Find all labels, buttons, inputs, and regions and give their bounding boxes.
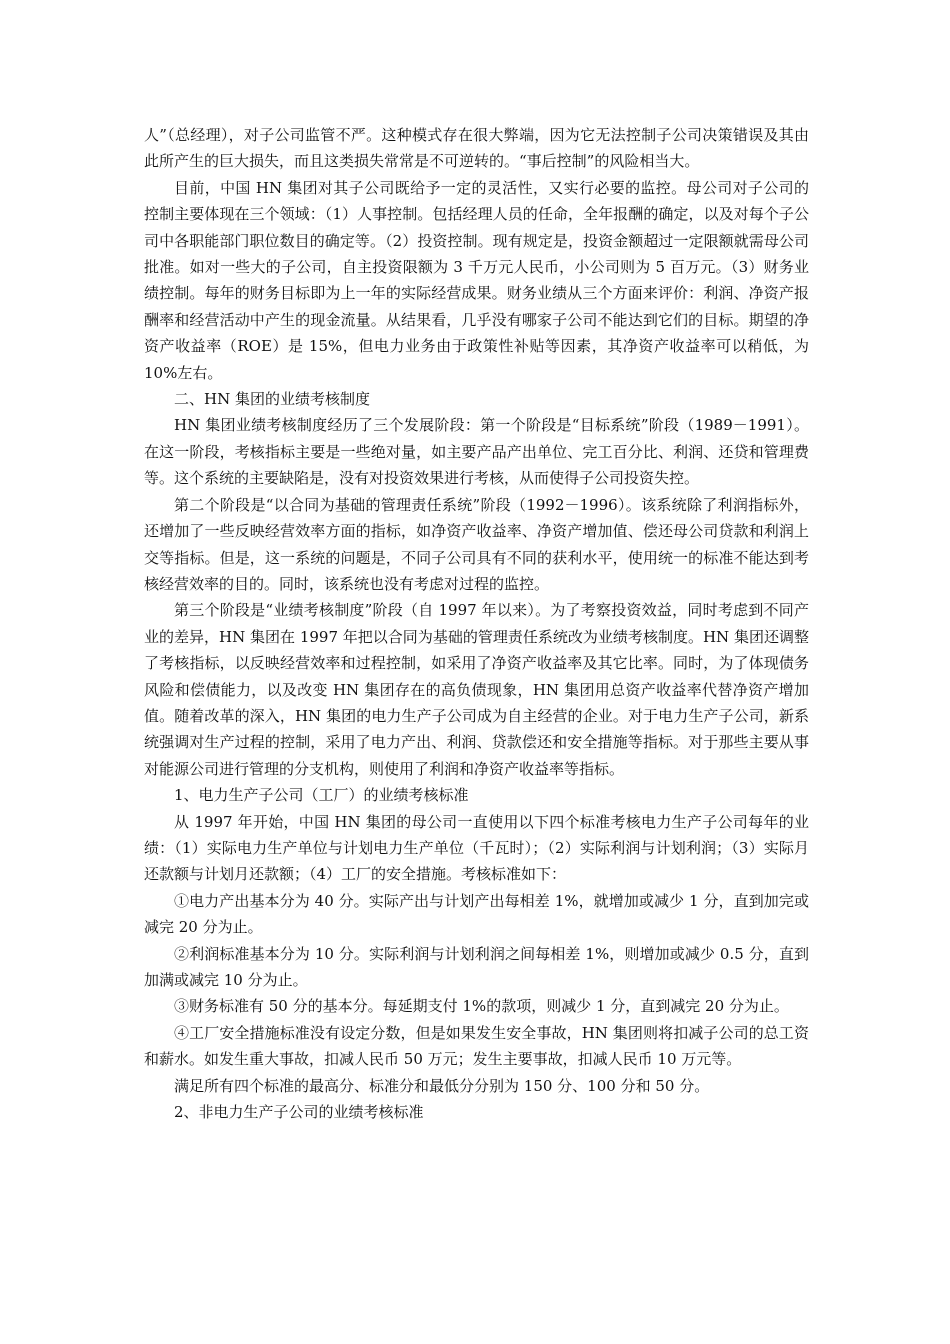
- paragraph-four-standards: 从 1997 年开始，中国 HN 集团的母公司一直使用以下四个标准考核电力生产子公司每年的业绩：（1）实际电力生产单位与计划电力生产单位（千瓦时）；（2）实际利润与计划利润；（3）实际月还款额与计划月还款额；（4）工厂的安全措施。考核标准如下：: [144, 812, 809, 884]
- paragraph-stage-two: 第二个阶段是“以合同为基础的管理责任系统”阶段（1992－1996）。该系统除了利润指标外，还增加了一些反映经营效率方面的指标，如净资产收益率、净资产增加值、偿还母公司贷款和利润上交等指标。但是，这一系统的问题是，不同子公司具有不同的获利水平，使用统一的标准不能达到考核经营效率的目的。同时，该系统也没有考虑对过程的监控。: [144, 495, 809, 593]
- list-item-safety-standard: ④工厂安全措施标准没有设定分数，但是如果发生安全事故，HN 集团则将扣减子公司的总工资和薪水。如发生重大事故，扣减人民币 50 万元；发生主要事故，扣减人民币 10 万元等。: [144, 1023, 809, 1069]
- paragraph-score-summary: 满足所有四个标准的最高分、标准分和最低分分别为 150 分、100 分和 50 分。: [174, 1076, 710, 1095]
- paragraph-continuation: 人”（总经理），对子公司监管不严。这种模式存在很大弊端，因为它无法控制子公司决策错误及其由此所产生的巨大损失，而且这类损失常常是不可逆转的。“事后控制”的风险相当大。: [144, 126, 809, 171]
- paragraph-stage-one: HN 集团业绩考核制度经历了三个发展阶段：第一个阶段是“目标系统”阶段（1989－1991）。在这一阶段，考核指标主要是一些绝对量，如主要产品产出单位、完工百分比、利润、还贷和管理费等。这个系统的主要缺陷是，没有对投资效果进行考核，从而使得子公司投资失控。: [144, 416, 809, 488]
- subheading-non-power-subsidiaries: 2、非电力生产子公司的业绩考核标准: [174, 1103, 424, 1122]
- list-item-profit-standard: ②利润标准基本分为 10 分。实际利润与计划利润之间每相差 1%，则增加或减少 0.5 分，直到加满或减完 10 分为止。: [144, 944, 809, 989]
- paragraph-stage-three: 第三个阶段是“业绩考核制度”阶段（自 1997 年以来）。为了考察投资效益，同时考虑到不同产业的差异，HN 集团在 1997 年把以合同为基础的管理责任系统改为业绩考核制度。HN 集团还调整了考核指标，以反映经营效率和过程控制，如采用了净资产收益率及其它比率。同时，为了体现债务风险和偿债能力，以及改变 HN 集团存在的高负债现象，HN 集团用总资产收益率代替净资产增加值。随着改革的深入，HN 集团的电力生产子公司成为自主经营的企业。对于电力生产子公司，新系统强调对生产过程的控制，采用了电力产出、利润、贷款偿还和安全措施等指标。对于那些主要从事对能源公司进行管理的分支机构，则使用了利润和净资产收益率等指标。: [144, 601, 809, 778]
- subheading-power-subsidiaries: 1、电力生产子公司（工厂）的业绩考核标准: [174, 786, 469, 805]
- list-item-financial-standard: ③财务标准有 50 分的基本分。每延期支付 1%的款项，则减少 1 分，直到减完 20 分为止。: [174, 997, 789, 1016]
- section-heading-performance-system: 二、HN 集团的业绩考核制度: [174, 390, 370, 409]
- document-body: [144, 122, 809, 1125]
- list-item-power-output: ①电力产出基本分为 40 分。实际产出与计划产出每相差 1%，就增加或减少 1 分，直到加完或减完 20 分为止。: [144, 891, 809, 937]
- paragraph-parent-control: 目前，中国 HN 集团对其子公司既给予一定的灵活性，又实行必要的监控。母公司对子公司的控制主要体现在三个领域：（1）人事控制。包括经理人员的任命，全年报酬的确定，以及对每个子公司中各职能部门职位数目的确定等。（2）投资控制。现有规定是，投资金额超过一定限额就需母公司批准。如对一些大的子公司，自主投资限额为 3 千万元人民币，小公司则为 5 百万元。（3）财务业绩控制。每年的财务目标即为上一年的实际经营成果。财务业绩从三个方面来评价：利润、净资产报酬率和经营活动中产生的现金流量。从结果看，几乎没有哪家子公司不能达到它们的目标。期望的净资产收益率（ROE）是 15%，但电力业务由于政策性补贴等因素，其净资产收益率可以稍低，为 10%左右。: [144, 178, 809, 382]
